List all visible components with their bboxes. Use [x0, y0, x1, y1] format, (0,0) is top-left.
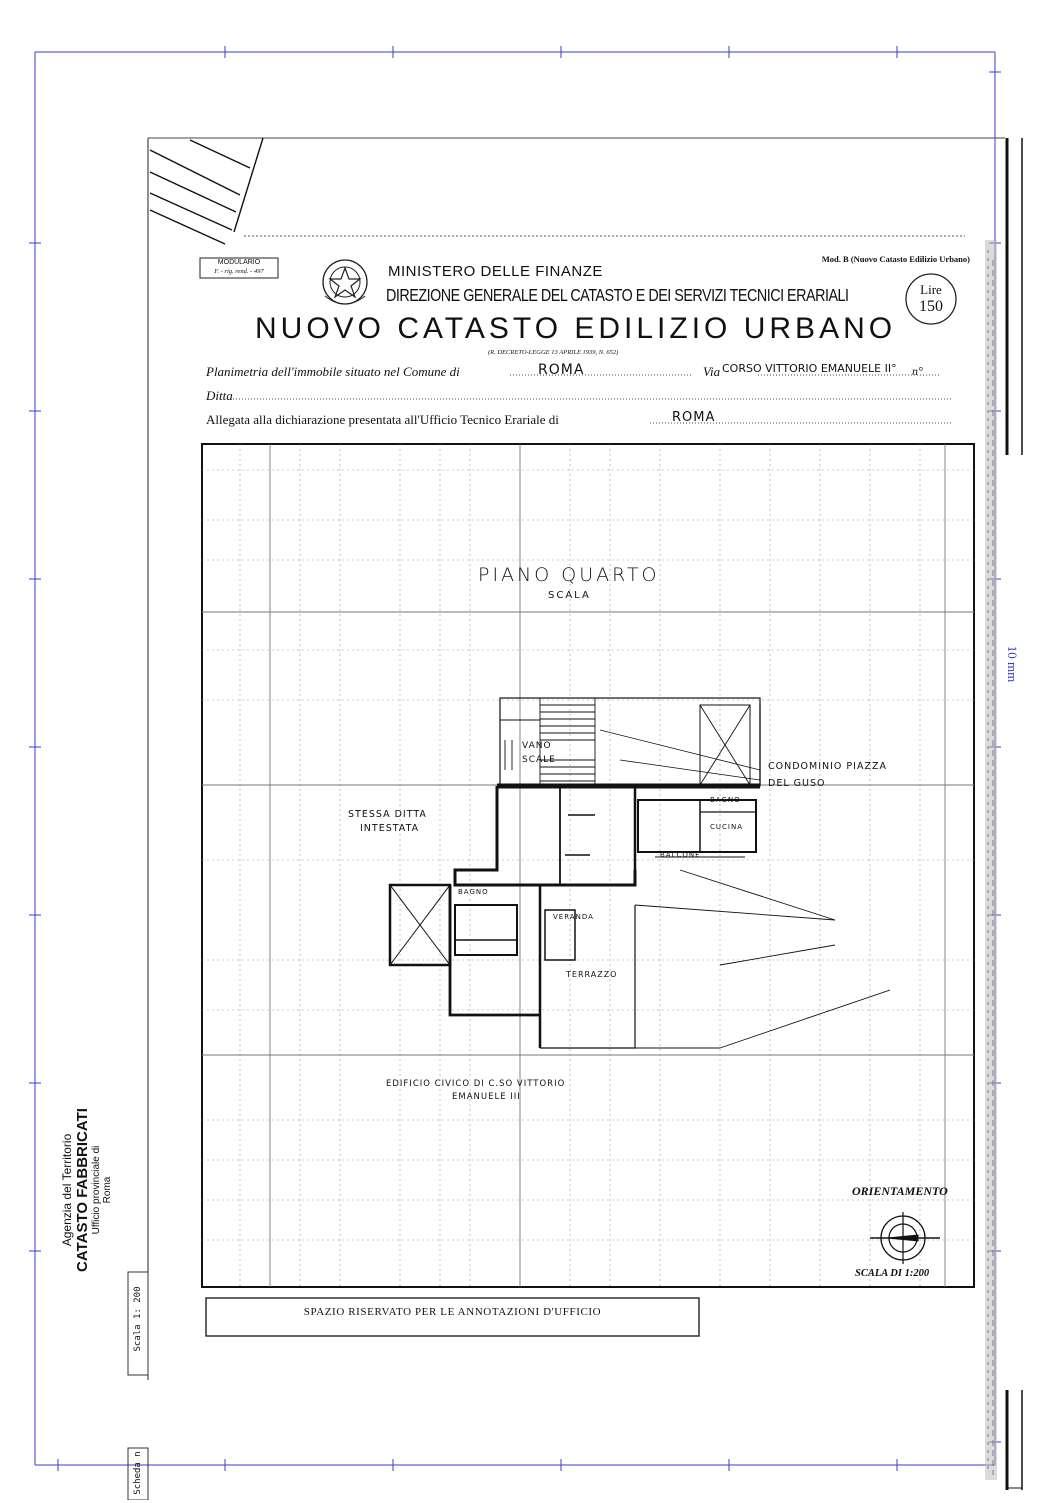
allegata-label: Allegata alla dichiarazione presentata all'Ufficio Tecnico Erariale di: [206, 412, 559, 427]
province-city: Roma: [102, 1176, 113, 1204]
label-edificio: EDIFICIO CIVICO DI C.SO VITTORIO: [386, 1079, 566, 1089]
republic-emblem-icon: [323, 260, 367, 304]
comune-value: ROMA: [538, 362, 585, 378]
agency-name: Agenzia del Territorio: [60, 1133, 74, 1247]
stair-label: SCALA: [548, 590, 591, 601]
label-emanuele: EMANUELE III: [452, 1092, 521, 1102]
room-bagno-2: BAGNO: [458, 888, 489, 896]
lire-stamp-value: 150: [919, 298, 943, 315]
scale-label: SCALA DI 1:200: [855, 1268, 930, 1279]
via-label: Via: [703, 364, 721, 379]
room-cucina: CUCINA: [710, 823, 743, 831]
scheda-box-label: Scheda n: [133, 1451, 143, 1495]
province-office: Ufficio provinciale di: [91, 1145, 102, 1235]
floor-title: PIANO QUARTO: [478, 564, 660, 586]
mod-b-label: Mod. B (Nuovo Catasto Edilizio Urbano): [821, 254, 970, 264]
directorate-name: DIREZIONE GENERALE DEL CATASTO E DEI SERVIZI TECNICI ERARIALI: [386, 285, 849, 305]
annotations-box-label: SPAZIO RISERVATO PER LE ANNOTAZIONI D'UFFICIO: [303, 1306, 602, 1318]
modulario-code: F. - rig. rend. - 497: [214, 268, 264, 275]
ufficio-value: ROMA: [672, 410, 716, 425]
ditta-label: Ditta: [206, 388, 233, 403]
room-scale: SCALE: [522, 755, 556, 765]
room-terrazzo: TERRAZZO: [566, 970, 618, 979]
room-vano: VANO: [522, 741, 552, 751]
lire-stamp-label: Lire: [920, 282, 942, 297]
label-stessa-ditta: STESSA DITTA: [348, 809, 427, 820]
modulario-label: MODULARIO: [217, 259, 261, 266]
numero-label: n°: [912, 364, 923, 378]
office-name: CATASTO FABBRICATI: [74, 1108, 91, 1272]
scale-box-label: Scala 1: 200: [133, 1286, 143, 1352]
planimetria-label: Planimetria dell'immobile situato nel Comune di: [206, 364, 460, 379]
via-value: CORSO VITTORIO EMANUELE II°: [722, 362, 897, 375]
orientation-label: ORIENTAMENTO: [852, 1184, 948, 1198]
room-bagno-1: BAGNO: [710, 796, 741, 804]
decree-reference: (R. DECRETO-LEGGE 13 APRILE 1939, N. 652): [488, 349, 619, 356]
agency-stamp: [60, 1080, 140, 1300]
label-condominio: CONDOMINIO PIAZZA: [768, 761, 887, 772]
page-title: NUOVO CATASTO EDILIZIO URBANO: [255, 312, 897, 345]
room-veranda: VERANDA: [553, 913, 594, 921]
margin-measure-note: 10 mm: [1005, 645, 1020, 683]
ministry-name: MINISTERO DELLE FINANZE: [388, 263, 603, 280]
room-balcone: BALCONE: [660, 851, 701, 859]
label-intestata: INTESTATA: [360, 823, 420, 834]
label-condominio-2: DEL GUSO: [768, 778, 826, 789]
